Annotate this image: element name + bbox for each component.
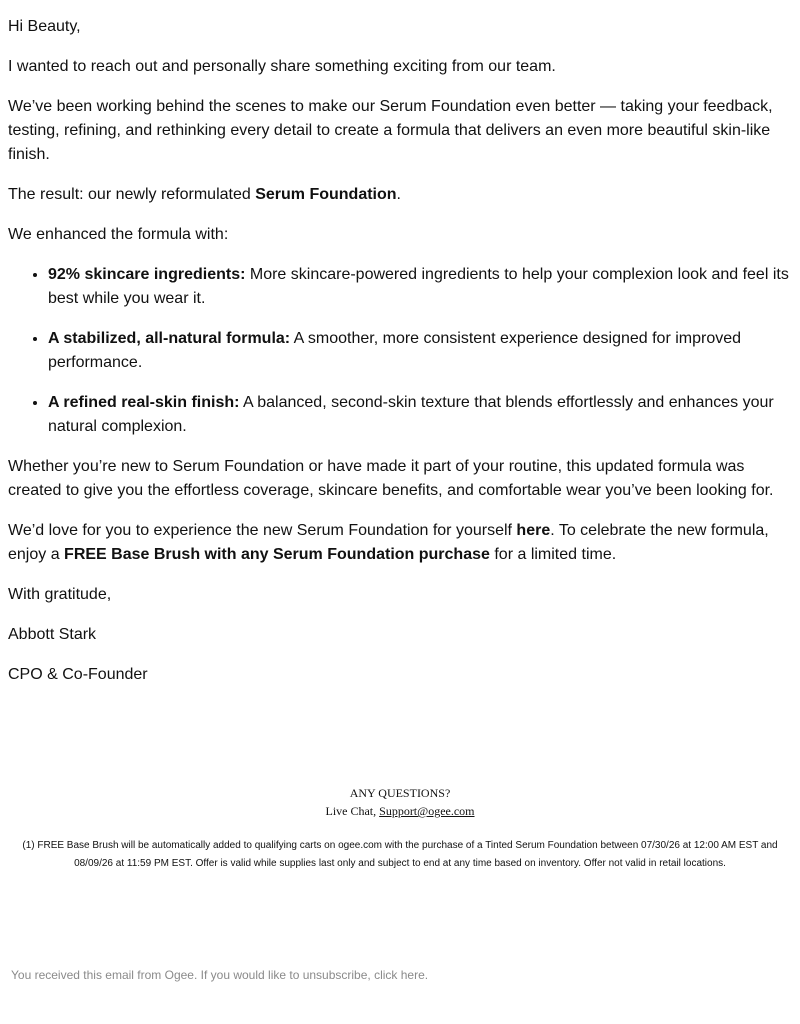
footer-contact — [0, 784, 800, 820]
greeting: Hi Beauty, — [8, 18, 81, 35]
cta-paragraph — [8, 519, 792, 567]
benefit-title: A refined real-skin finish: — [48, 394, 240, 411]
signoff: With gratitude, — [8, 586, 112, 603]
benefit-item-skincare — [48, 263, 792, 311]
cta-prefix: We’d love for you to experience the new Serum Foundation for yourself — [8, 522, 517, 539]
unsubscribe-line — [11, 966, 428, 984]
benefit-title: A stabilized, all-natural formula: — [48, 330, 291, 347]
benefit-text: More skincare-powered ingredients to help your complexion look and feel its best while you wear it. — [48, 266, 789, 307]
result-paragraph — [8, 183, 792, 207]
behind-scenes-paragraph: We’ve been working behind the scenes to make our Serum Foundation even better — taking your feedback, testing, refining, and rethinking every detail to create a formula that delivers an even more beautiful skin-like finish. — [8, 98, 773, 163]
result-product: Serum Foundation — [255, 186, 397, 203]
signer-name: Abbott Stark — [8, 626, 97, 643]
benefit-item-finish — [48, 391, 792, 439]
intro-paragraph: I wanted to reach out and personally share something exciting from our team. — [8, 58, 556, 75]
support-email-link[interactable]: Support@ogee.com — [379, 804, 475, 818]
live-chat-line — [0, 802, 800, 820]
offer-disclaimer: (1) FREE Base Brush will be automatically added to qualifying carts on ogee.com with the purchase of a Tinted Serum Foundation between 07/30/26 at 12:00 AM EST and 08/09/26 at 11:59 PM EST. Offer is valid while supplies last only and subject to end at any time based on inventory. Offer not valid in retail locations. — [22, 840, 778, 869]
cta-middle: . To celebrate the new formula, enjoy a — [8, 522, 769, 563]
live-chat-label: Live Chat, — [325, 804, 380, 818]
result-suffix: . — [396, 186, 401, 203]
benefit-title: 92% skincare ingredients: — [48, 266, 246, 283]
cta-suffix: for a limited time. — [489, 546, 617, 563]
benefits-list — [8, 263, 792, 439]
benefit-item-formula — [48, 327, 792, 375]
cta-offer: FREE Base Brush with any Serum Foundation purchase — [64, 546, 490, 563]
benefit-text: A smoother, more consistent experience designed for improved performance. — [48, 330, 742, 371]
whether-paragraph: Whether you’re new to Serum Foundation or have made it part of your routine, this updated formula was created to give you the effortless coverage, skincare benefits, and comfortable wear you’ve been looking for. — [8, 458, 774, 499]
signer-title: CPO & Co-Founder — [8, 666, 148, 683]
unsubscribe-link[interactable]: click here. — [374, 968, 429, 982]
here-link[interactable]: here — [516, 522, 551, 539]
result-prefix: The result: our newly reformulated — [8, 186, 256, 203]
enhanced-intro: We enhanced the formula with: — [8, 226, 229, 243]
benefit-text: A balanced, second-skin texture that blends effortlessly and enhances your natural complexion. — [48, 394, 774, 435]
unsubscribe-text: You received this email from Ogee. If you would like to unsubscribe, — [11, 968, 375, 982]
questions-heading: ANY QUESTIONS? — [349, 786, 451, 800]
